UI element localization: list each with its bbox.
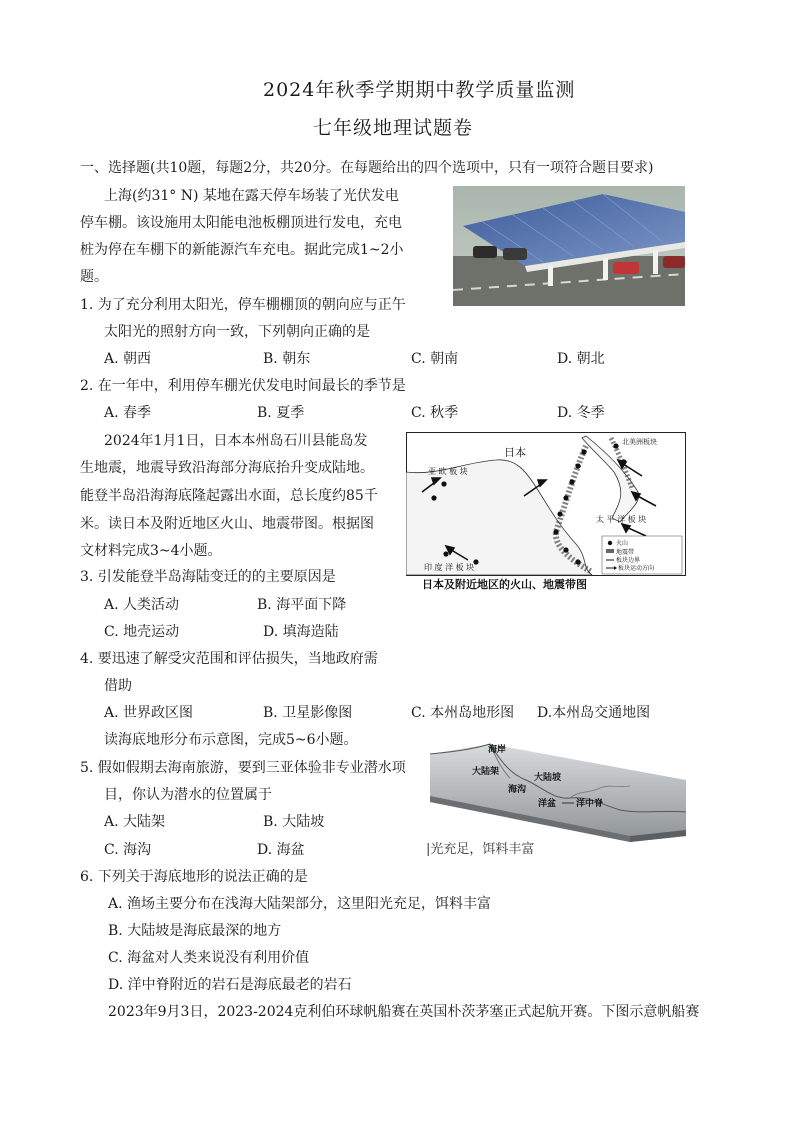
q2-option-a[interactable]: A. 春季 (104, 405, 152, 421)
q5-option-d[interactable]: D. 海盆 (257, 842, 305, 858)
q6-option-a[interactable]: A. 渔场主要分布在浅海大陆架部分，这里阳光充足，饵料丰富 (108, 896, 492, 912)
page-subtitle: 七年级地理试题卷 (313, 117, 474, 139)
passage-3: 读海底地形分布示意图，完成5~6小题。 (104, 732, 358, 748)
q5-option-a[interactable]: A. 大陆架 (104, 814, 166, 830)
q6-option-c[interactable]: C. 海盆对人类来说没有利用价值 (108, 950, 310, 966)
q1-option-a[interactable]: A. 朝西 (104, 351, 152, 367)
seafloor-label-coast: 海岸 (488, 745, 507, 755)
label-north-american-plate: 北美洲板块 (622, 438, 657, 446)
label-indian-plate: 印 度 洋 板 块 (424, 563, 475, 572)
q2-stem: 2. 在一年中，利用停车棚光伏发电时间最长的季节是 (80, 378, 406, 394)
q5-option-c[interactable]: C. 海沟 (104, 842, 152, 858)
seafloor-label-mid-ocean-ridge: 洋中脊 (576, 799, 604, 809)
q6-stem: 6. 下列关于海底地形的说法正确的是 (80, 869, 308, 885)
q1-option-c[interactable]: C. 朝南 (411, 351, 459, 367)
legend-plate-motion: 板块运动方向 (618, 565, 655, 572)
japan-map-caption: 日本及附近地区的火山、地震带图 (422, 578, 587, 591)
page-title: 2024年秋季学期期中教学质量监测 (263, 79, 576, 101)
q3-option-b[interactable]: B. 海平面下降 (257, 597, 347, 613)
q3-stem: 3. 引发能登半岛海陆变迁的的主要原因是 (80, 569, 336, 585)
q5-option-b[interactable]: B. 大陆坡 (263, 814, 325, 830)
q6-option-b[interactable]: B. 大陆坡是海底最深的地方 (108, 923, 282, 939)
label-pacific-plate: 太 平 洋 板 块 (596, 515, 647, 524)
passage-2-line-5: 文材料完成3~4小题。 (80, 543, 222, 559)
passage-2-line-4: 米。读日本及附近地区火山、地震带图。根据图 (80, 516, 374, 532)
japan-volcano-earthquake-map (406, 432, 686, 592)
q4-option-d[interactable]: D.本州岛交通地图 (537, 705, 651, 721)
q4-option-a[interactable]: A. 世界政区图 (104, 705, 194, 721)
passage-2-line-1: 2024年1月1日，日本本州岛石川县能岛发 (104, 433, 368, 449)
q2-option-b[interactable]: B. 夏季 (257, 405, 305, 421)
passage-2-line-3: 能登半岛沿海海底隆起露出水面，总长度约85千 (80, 488, 378, 504)
passage-1-line-3: 桩为停在车棚下的新能源汽车充电。据此完成1~2小 (80, 242, 404, 258)
q1-stem-line-1: 1. 为了充分利用太阳光，停车棚棚顶的朝向应与正午 (80, 297, 406, 313)
passage-4: 2023年9月3日，2023-2024克利伯环球帆船赛在英国朴茨茅塞正式起航开赛。下图示意帆船赛 (108, 1004, 700, 1020)
seafloor-overlay-text: |光充足，饵料丰富 (426, 842, 535, 857)
q3-option-d[interactable]: D. 填海造陆 (263, 624, 339, 640)
seafloor-label-continental-slope: 大陆坡 (534, 773, 562, 783)
legend-plate-boundary: 板块边界 (616, 557, 641, 564)
q5-stem-line-2: 目，你认为潜水的位置属于 (104, 787, 272, 803)
passage-2-line-2: 生地震，地震导致沿海部分海底抬升变成陆地。 (80, 460, 374, 476)
solar-carport-photo (453, 186, 685, 306)
passage-1-line-4: 题。 (80, 269, 108, 285)
q6-option-d[interactable]: D. 洋中脊附近的岩石是海底最老的岩石 (108, 977, 352, 993)
q1-stem-line-2: 太阳光的照射方向一致，下列朝向正确的是 (104, 324, 370, 340)
legend-volcano: 火山 (616, 540, 629, 547)
passage-1-line-1: 上海(约31° N) 某地在露天停车场装了光伏发电 (104, 188, 399, 204)
label-japan: 日本 (504, 446, 526, 459)
seafloor-label-ocean-basin: 洋盆 (538, 799, 557, 809)
q1-option-d[interactable]: D. 朝北 (557, 351, 605, 367)
legend-earthquake-belt: 地震带 (616, 549, 635, 556)
seafloor-label-trench: 海沟 (508, 785, 527, 795)
q5-stem-line-1: 5. 假如假期去海南旅游，要到三亚体验非专业潜水项 (80, 760, 406, 776)
q3-option-a[interactable]: A. 人类活动 (104, 597, 180, 613)
q4-stem-line-1: 4. 要迅速了解受灾范围和评估损失，当地政府需 (80, 651, 378, 667)
label-eurasian-plate: 亚 欧 板 块 (428, 467, 468, 476)
q3-option-c[interactable]: C. 地壳运动 (104, 624, 180, 640)
q4-stem-line-2: 借助 (104, 678, 132, 694)
q2-option-c[interactable]: C. 秋季 (411, 405, 459, 421)
q4-option-b[interactable]: B. 卫星影像图 (263, 705, 353, 721)
q1-option-b[interactable]: B. 朝东 (263, 351, 311, 367)
passage-1-line-2: 停车棚。该设施用太阳能电池板棚顶进行发电，充电 (80, 215, 402, 231)
q2-option-d[interactable]: D. 冬季 (557, 405, 605, 421)
section-heading: 一、选择题(共10题，每题2分，共20分。在每题给出的四个选项中，只有一项符合题目要求) (80, 160, 654, 176)
q4-option-c[interactable]: C. 本州岛地形图 (411, 705, 515, 721)
seafloor-terrain-diagram (430, 740, 686, 842)
seafloor-label-continental-shelf: 大陆架 (472, 767, 500, 777)
